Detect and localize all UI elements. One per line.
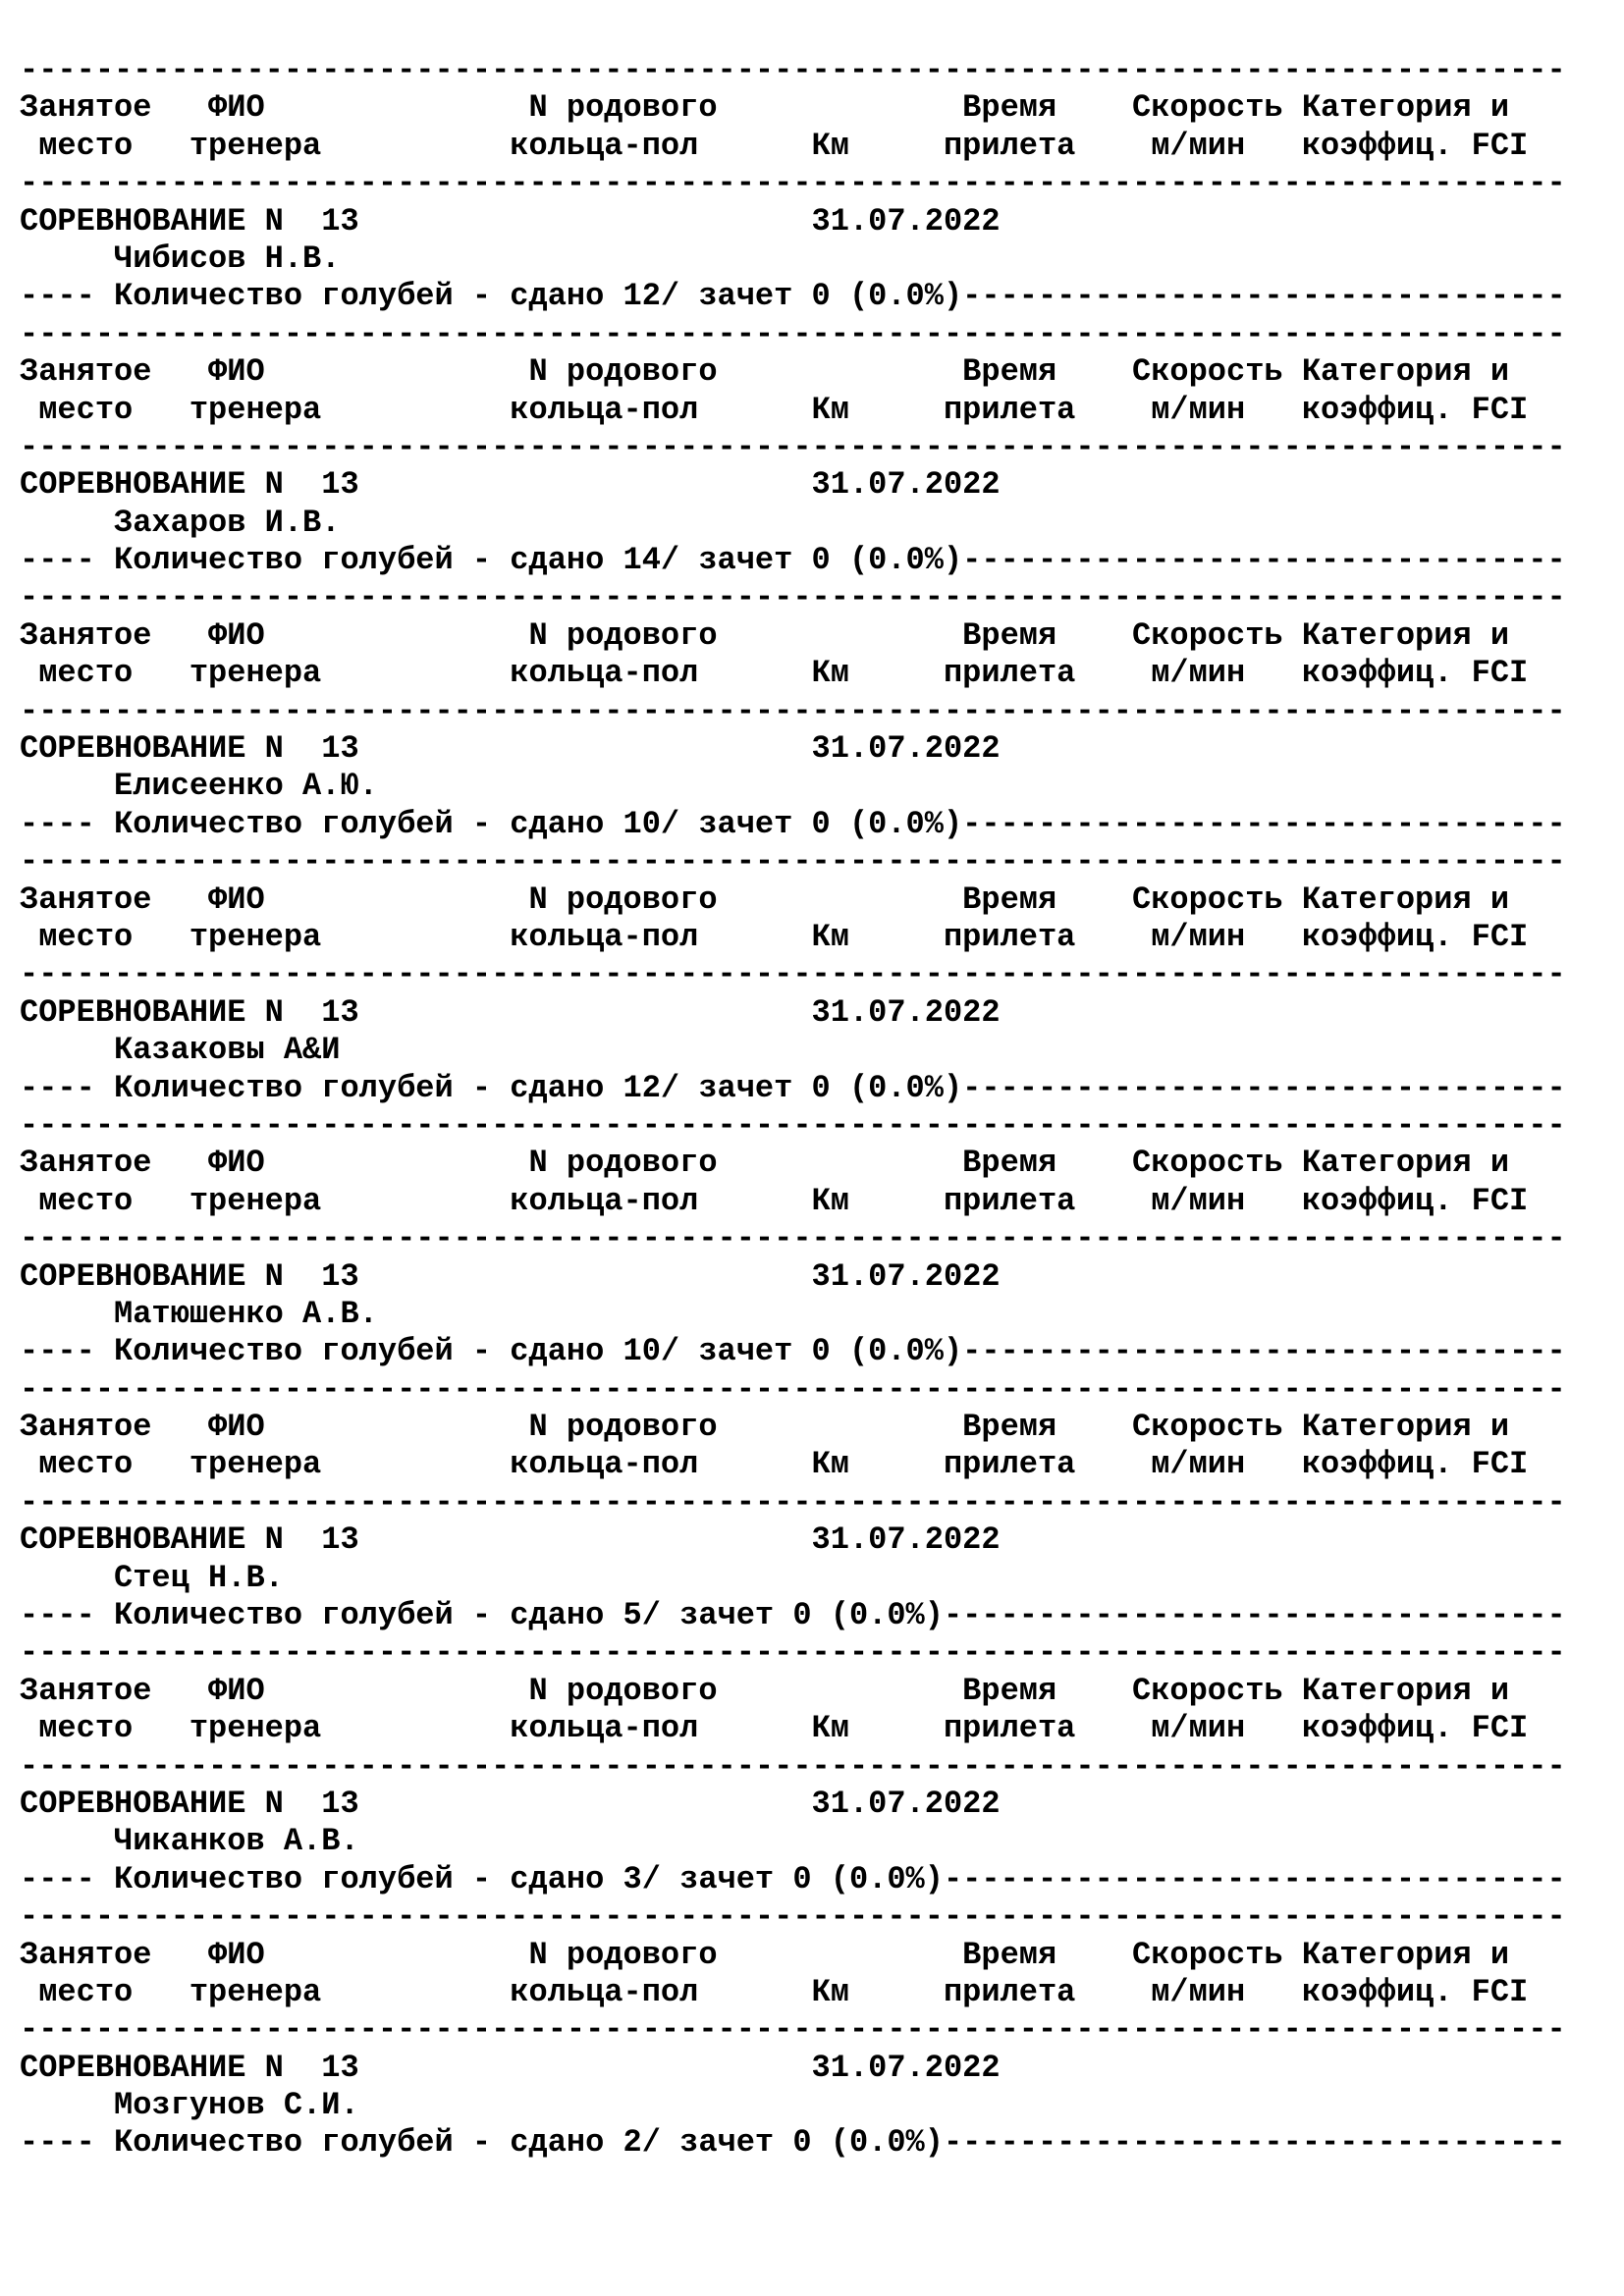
column-header-row-1-text: Занятое ФИО N родового Время Скорость Категория и	[20, 1145, 1510, 1182]
separator-line	[20, 843, 1610, 881]
competition-title: СОРЕВНОВАНИЕ N 13	[20, 1785, 359, 1822]
column-header-row-1	[20, 881, 1610, 919]
separator-line-text: ----------------------------------------------------------------------------------	[20, 1898, 1566, 1936]
separator-line-text: ----------------------------------------------------------------------------------	[20, 956, 1566, 993]
column-header-row-1-text: Занятое ФИО N родового Время Скорость Категория и	[20, 1936, 1510, 1973]
trainer-name	[20, 1032, 1610, 1069]
competition-line	[20, 2050, 1610, 2087]
separator-line	[20, 956, 1610, 993]
separator-line-text: ----------------------------------------------------------------------------------	[20, 579, 1566, 616]
trainer-name-text: Мозгунов С.И.	[114, 2087, 359, 2124]
trainer-name	[20, 1296, 1610, 1333]
competition-title: СОРЕВНОВАНИЕ N 13	[20, 993, 359, 1031]
pigeon-count-summary-text: ---- Количество голубей - сдано 12/ зачет 0 (0.0%)	[20, 278, 963, 315]
separator-line	[20, 1484, 1610, 1522]
column-header-row-2	[20, 1710, 1610, 1747]
separator-line-text: ----------------------------------------------------------------------------------	[20, 1106, 1566, 1144]
column-header-row-1-text: Занятое ФИО N родового Время Скорость Категория и	[20, 881, 1510, 918]
separator-line-text: ----------------------------------------------------------------------------------	[20, 165, 1566, 202]
pigeon-count-summary-text: ---- Количество голубей - сдано 2/ зачет 0 (0.0%)	[20, 2124, 944, 2162]
pigeon-count-summary-text: ---- Количество голубей - сдано 3/ зачет 0 (0.0%)	[20, 1860, 944, 1897]
separator-line-text: ----------------------------------------------------------------------------------	[20, 843, 1566, 881]
column-header-row-2-text: место тренера кольца-пол Км прилета м/мин коэффиц. FCI	[20, 391, 1529, 428]
column-header-row-2-text: место тренера кольца-пол Км прилета м/мин коэффиц. FCI	[20, 1710, 1529, 1747]
column-header-row-1	[20, 1145, 1610, 1182]
column-header-row-1-text: Занятое ФИО N родового Время Скорость Категория и	[20, 353, 1510, 391]
pigeon-count-summary-text: ---- Количество голубей - сдано 10/ зачет 0 (0.0%)	[20, 1333, 963, 1370]
competition-line	[20, 1522, 1610, 1559]
trainer-name-text: Елисеенко А.Ю.	[114, 768, 378, 805]
competition-line	[20, 1786, 1610, 1823]
separator-line-text: ----------------------------------------------------------------------------------	[20, 2011, 1566, 2049]
trainer-name	[20, 1823, 1610, 1860]
separator-line-text: ----------------------------------------------------------------------------------	[20, 315, 1566, 352]
column-header-row-2-text: место тренера кольца-пол Км прилета м/мин коэффиц. FCI	[20, 655, 1529, 692]
competition-line	[20, 1258, 1610, 1296]
separator-line-text: ----------------------------------------------------------------------------------	[20, 692, 1566, 729]
trainer-name	[20, 1560, 1610, 1597]
column-header-row-2	[20, 1183, 1610, 1220]
column-header-row-1	[20, 1673, 1610, 1710]
column-header-row-2	[20, 128, 1610, 165]
column-header-row-1-text: Занятое ФИО N родового Время Скорость Категория и	[20, 1409, 1510, 1446]
column-header-row-2-text: место тренера кольца-пол Км прилета м/мин коэффиц. FCI	[20, 918, 1529, 955]
column-header-row-1	[20, 617, 1610, 655]
separator-line	[20, 1748, 1610, 1786]
results-report	[20, 52, 1610, 2163]
separator-line-text: ----------------------------------------------------------------------------------	[20, 1483, 1566, 1521]
separator-line	[20, 429, 1610, 466]
trainer-name-text: Захаров И.В.	[114, 504, 341, 541]
competition-date: 31.07.2022	[811, 1257, 1001, 1295]
trainer-name	[20, 505, 1610, 542]
column-header-row-1-text: Занятое ФИО N родового Время Скорость Категория и	[20, 1672, 1510, 1709]
competition-date: 31.07.2022	[811, 993, 1001, 1031]
column-header-row-1-text: Занятое ФИО N родового Время Скорость Категория и	[20, 89, 1510, 127]
separator-line	[20, 1898, 1610, 1936]
trainer-name-text: Матюшенко А.В.	[114, 1295, 378, 1332]
competition-date: 31.07.2022	[811, 202, 1001, 240]
pigeon-count-summary-text: ---- Количество голубей - сдано 10/ зачет 0 (0.0%)	[20, 805, 963, 842]
separator-line	[20, 165, 1610, 202]
separator-line-text: ----------------------------------------------------------------------------------	[20, 1220, 1566, 1257]
column-header-row-2-text: место тренера кольца-пол Км прилета м/мин коэффиц. FCI	[20, 1973, 1529, 2010]
separator-line-text: ----------------------------------------------------------------------------------	[20, 1634, 1566, 1672]
separator-line	[20, 1371, 1610, 1409]
competition-title: СОРЕВНОВАНИЕ N 13	[20, 1257, 359, 1295]
separator-line-text: ----------------------------------------------------------------------------------	[20, 52, 1566, 88]
column-header-row-2	[20, 1974, 1610, 2011]
separator-line	[20, 1634, 1610, 1672]
pigeon-count-summary: ---- Количество голубей - сдано 12/ зачет 0 (0.0%)--------------------------------	[20, 278, 1566, 315]
separator-line	[20, 579, 1610, 616]
competition-date: 31.07.2022	[811, 730, 1001, 768]
separator-line	[20, 2011, 1610, 2049]
separator-line	[20, 1220, 1610, 1257]
column-header-row-1	[20, 1937, 1610, 1974]
trainer-name	[20, 2087, 1610, 2124]
separator-line	[20, 1107, 1610, 1145]
separator-line	[20, 316, 1610, 353]
separator-line	[20, 693, 1610, 730]
pigeon-count-summary: ---- Количество голубей - сдано 5/ зачет 0 (0.0%)---------------------------------	[20, 1597, 1566, 1634]
pigeon-count-summary: ---- Количество голубей - сдано 10/ зачет 0 (0.0%)--------------------------------	[20, 805, 1566, 842]
column-header-row-2-text: место тренера кольца-пол Км прилета м/мин коэффиц. FCI	[20, 1446, 1529, 1483]
pigeon-count-summary: ---- Количество голубей - сдано 3/ зачет 0 (0.0%)---------------------------------	[20, 1860, 1566, 1897]
separator-line	[20, 52, 1610, 89]
trainer-name-text: Стец Н.В.	[114, 1559, 284, 1596]
competition-title: СОРЕВНОВАНИЕ N 13	[20, 466, 359, 504]
column-header-row-2-text: место тренера кольца-пол Км прилета м/мин коэффиц. FCI	[20, 127, 1529, 164]
separator-line-text: ----------------------------------------------------------------------------------	[20, 1370, 1566, 1408]
pigeon-count-summary-text: ---- Количество голубей - сдано 14/ зачет 0 (0.0%)	[20, 542, 963, 579]
trainer-name	[20, 240, 1610, 278]
competition-line	[20, 466, 1610, 504]
column-header-row-2	[20, 392, 1610, 429]
competition-title: СОРЕВНОВАНИЕ N 13	[20, 202, 359, 240]
column-header-row-2	[20, 919, 1610, 956]
pigeon-count-summary: ---- Количество голубей - сдано 14/ зачет 0 (0.0%)--------------------------------	[20, 542, 1566, 579]
competition-date: 31.07.2022	[811, 2049, 1001, 2086]
pigeon-count-summary: ---- Количество голубей - сдано 10/ зачет 0 (0.0%)--------------------------------	[20, 1333, 1566, 1370]
separator-line-text: ----------------------------------------------------------------------------------	[20, 1747, 1566, 1785]
trainer-name-text: Чибисов Н.В.	[114, 240, 341, 277]
competition-line	[20, 994, 1610, 1032]
competition-date: 31.07.2022	[811, 466, 1001, 504]
pigeon-count-summary-text: ---- Количество голубей - сдано 12/ зачет 0 (0.0%)	[20, 1069, 963, 1106]
column-header-row-1-text: Занятое ФИО N родового Время Скорость Категория и	[20, 616, 1510, 654]
pigeon-count-summary: ---- Количество голубей - сдано 12/ зачет 0 (0.0%)--------------------------------	[20, 1069, 1566, 1106]
trainer-name-text: Чиканков А.В.	[114, 1823, 359, 1860]
competition-line	[20, 203, 1610, 240]
competition-line	[20, 730, 1610, 768]
pigeon-count-summary: ---- Количество голубей - сдано 2/ зачет 0 (0.0%)---------------------------------	[20, 2124, 1566, 2162]
pigeon-count-summary-text: ---- Количество голубей - сдано 5/ зачет 0 (0.0%)	[20, 1597, 944, 1634]
column-header-row-2	[20, 1446, 1610, 1483]
trainer-name-text: Казаковы А&И	[114, 1032, 341, 1069]
column-header-row-2-text: место тренера кольца-пол Км прилета м/мин коэффиц. FCI	[20, 1182, 1529, 1219]
column-header-row-2	[20, 655, 1610, 692]
column-header-row-1	[20, 1409, 1610, 1446]
trainer-name	[20, 768, 1610, 805]
separator-line-text: ----------------------------------------------------------------------------------	[20, 428, 1566, 465]
competition-title: СОРЕВНОВАНИЕ N 13	[20, 1522, 359, 1559]
competition-title: СОРЕВНОВАНИЕ N 13	[20, 730, 359, 768]
competition-title: СОРЕВНОВАНИЕ N 13	[20, 2049, 359, 2086]
column-header-row-1	[20, 353, 1610, 391]
column-header-row-1	[20, 89, 1610, 127]
competition-date: 31.07.2022	[811, 1522, 1001, 1559]
competition-date: 31.07.2022	[811, 1785, 1001, 1822]
